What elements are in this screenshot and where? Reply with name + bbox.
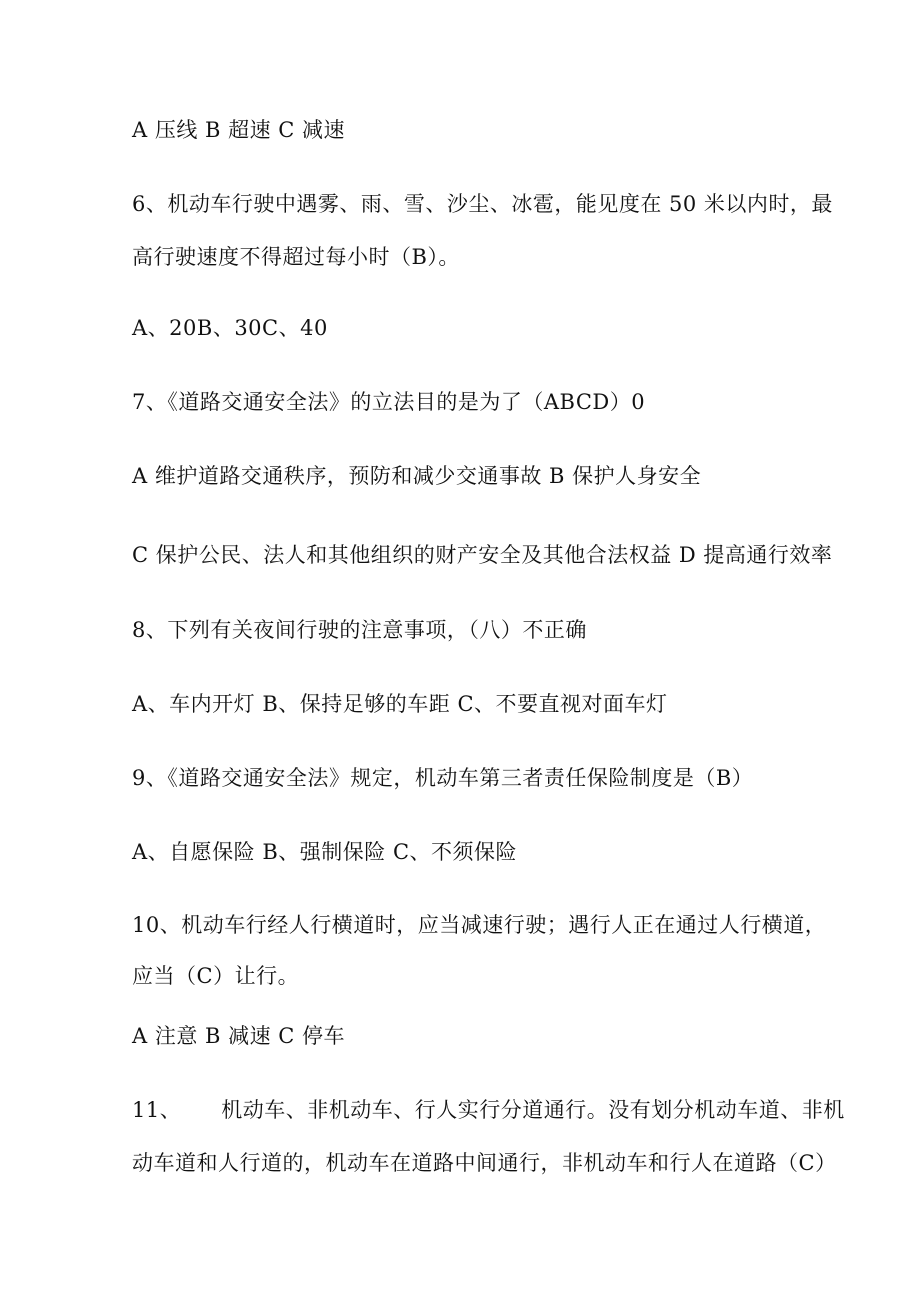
question-9-options: A、自愿保险 B、强制保险 C、不须保险 (132, 840, 518, 864)
question-7-options-ab: A 维护道路交通秩序，预防和减少交通事故 B 保护人身安全 (132, 464, 702, 488)
question-10-line-1: 10、机动车行经人行横道时，应当减速行驶；遇行人正在通过人行横道， (132, 913, 827, 937)
question-8: 8、下列有关夜间行驶的注意事项，（八）不正确 (132, 618, 587, 642)
question-11-line-2: 动车道和人行道的，机动车在道路中间通行，非机动车和行人在道路（C） (132, 1151, 837, 1175)
question-11-text: 机动车、非机动车、行人实行分道通行。没有划分机动车道、非机 (221, 1098, 845, 1122)
question-10-line-2: 应当（C）让行。 (132, 964, 300, 988)
question-11-line-1 (132, 1097, 845, 1123)
question-8-options: A、车内开灯 B、保持足够的车距 C、不要直视对面车灯 (132, 692, 668, 716)
question-7-options-cd: C 保护公民、法人和其他组织的财产安全及其他合法权益 D 提高通行效率 (132, 543, 833, 567)
question-6-line-2: 高行驶速度不得超过每小时（B）。 (132, 245, 460, 269)
question-10-options: A 注意 B 减速 C 停车 (132, 1024, 346, 1048)
question-6-options: A、20B、30C、40 (132, 316, 328, 340)
question-6-line-1: 6、机动车行驶中遇雾、雨、雪、沙尘、冰雹，能见度在 50 米以内时，最 (132, 192, 833, 216)
text-line-1: A 压线 B 超速 C 减速 (132, 118, 346, 142)
question-11-number: 11、 (132, 1098, 182, 1122)
question-9: 9、《道路交通安全法》规定，机动车第三者责任保险制度是（B） (132, 766, 754, 790)
question-7: 7、《道路交通安全法》的立法目的是为了（ABCD）0 (132, 390, 646, 414)
